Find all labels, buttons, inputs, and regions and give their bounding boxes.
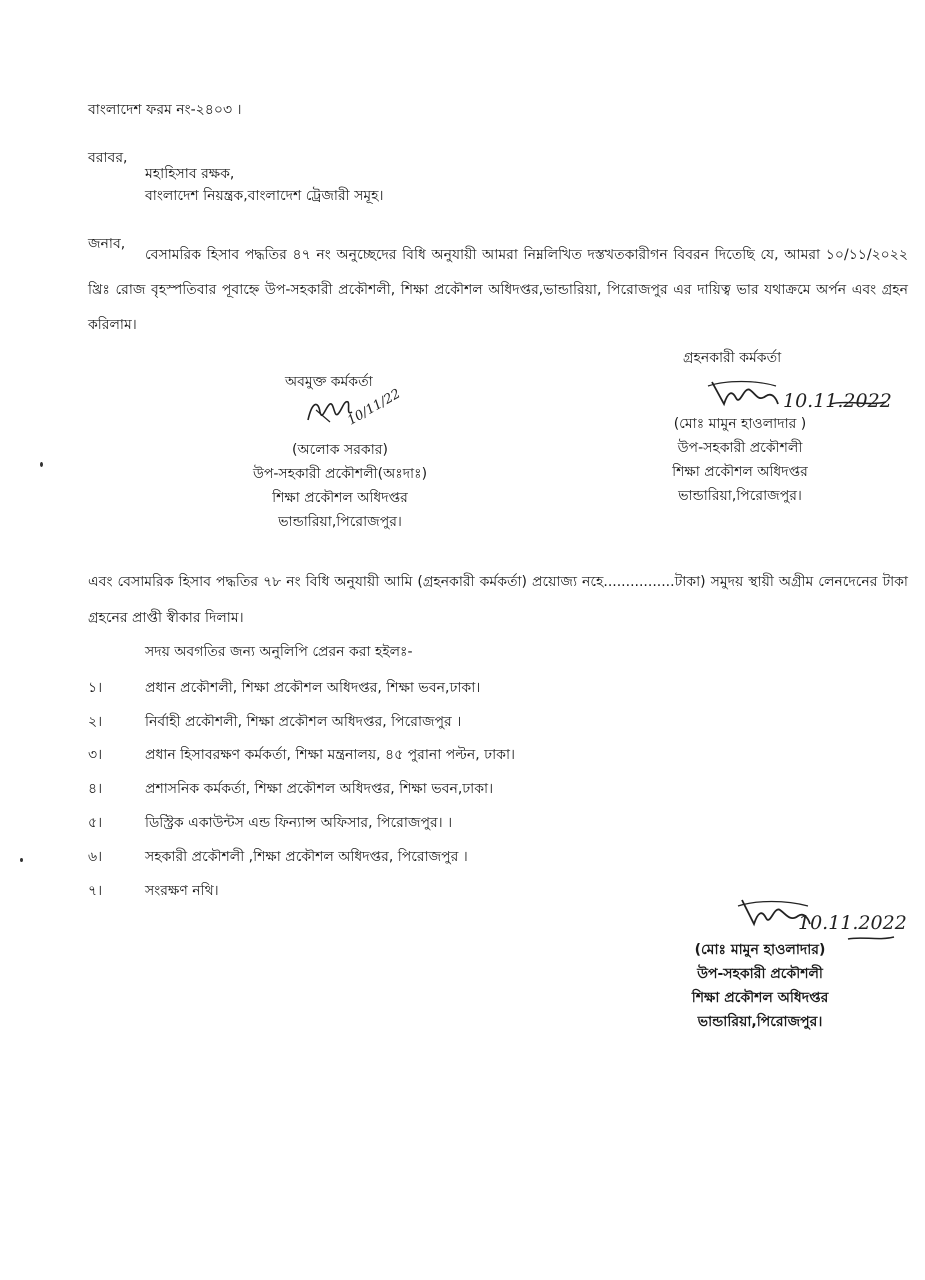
scan-speck bbox=[20, 858, 23, 862]
final-signatory-signature-date: 10.11.2022 bbox=[798, 912, 907, 934]
body-paragraph bbox=[88, 238, 908, 343]
greeting: জনাব, bbox=[88, 236, 126, 252]
receiving-officer-signature-date: 10.11.2022 bbox=[783, 390, 892, 412]
advance-paragraph: এবং বেসামরিক হিসাব পদ্ধতির ৭৮ নং বিধি অনুযায়ী আমি (গ্রহনকারী কর্মকর্তা) প্রয়োজ্য নহে................টাকা) সমুদয় স্থায়ী অগ্রীম লেনদেনের টাকা গ্রহনের প্রাপ্তী স্বীকার দিলাম। bbox=[88, 574, 908, 626]
receiving-officer-title: গ্রহনকারী কর্মকর্তা bbox=[683, 350, 782, 366]
relieved-officer-details bbox=[230, 438, 450, 534]
recipient-line-2: বাংলাদেশ নিয়ন্ত্রক,বাংলাদেশ ট্রেজারী সমূহ। bbox=[145, 188, 384, 204]
final-signatory-location: ভান্ডারিয়া,পিরোজপুর। bbox=[697, 1014, 823, 1030]
list-item: ডিস্ট্রিক একাউন্টস এন্ড ফিন্যান্স অফিসার, পিরোজপুর। । bbox=[145, 815, 453, 831]
receiving-officer-location: ভান্ডারিয়া,পিরোজপুর। bbox=[678, 488, 802, 504]
receiving-officer-date-underline bbox=[828, 398, 888, 410]
list-item: প্রধান হিসাবরক্ষণ কর্মকর্তা, শিক্ষা মন্ত্রনালয়, ৪৫ পুরানা পল্টন, ঢাকা। bbox=[145, 747, 516, 763]
final-signatory-name: (মোঃ মামুন হাওলাদার) bbox=[694, 942, 826, 958]
receiving-officer-designation: উপ-সহকারী প্রকৌশলী bbox=[677, 440, 803, 456]
list-item: সহকারী প্রকৌশলী ,শিক্ষা প্রকৌশল অধিদপ্তর, পিরোজপুর । bbox=[145, 849, 468, 865]
relieved-officer-name: (অলোক সরকার) bbox=[292, 442, 388, 458]
list-item-number: ১। bbox=[88, 680, 103, 696]
relieved-officer-signature-date: 10/11/22 bbox=[345, 386, 404, 429]
list-item-number: ২। bbox=[88, 714, 103, 730]
list-item-number: ৫। bbox=[88, 815, 103, 831]
copy-intro: সদয় অবগতির জন্য অনুলিপি প্রেরন করা হইলঃ- bbox=[145, 644, 413, 660]
body-paragraph-text: বেসামরিক হিসাব পদ্ধতির ৪৭ নং অনুচ্ছেদের বিধি অনুযায়ী আমরা নিম্নলিখিত দস্তখতকারীগন বিবরন দিতেছি যে, আমরা ১০/১১/২০২২ খ্রিঃ রোজ বৃহস্পতিবার পূবাহ্নে উপ-সহকারী প্রকৌশলী, শিক্ষা প্রকৌশল অধিদপ্তর,ভান্ডারিয়া, পিরোজপুর এর দায়িত্ব ভার যথাক্রমে অর্পন এবং গ্রহন করিলাম। bbox=[88, 247, 908, 333]
final-signatory-designation: উপ-সহকারী প্রকৌশলী bbox=[697, 966, 823, 982]
list-item-number: ৬। bbox=[88, 849, 103, 865]
final-signatory-department: শিক্ষা প্রকৌশল অধিদপ্তর bbox=[691, 990, 829, 1006]
recipient-salutation: বরাবর, bbox=[88, 150, 128, 166]
list-item: প্রশাসনিক কর্মকর্তা, শিক্ষা প্রকৌশল অধিদপ্তর, শিক্ষা ভবন,ঢাকা। bbox=[145, 781, 494, 797]
recipient-line-1: মহাহিসাব রক্ষক, bbox=[145, 166, 235, 182]
list-item-number: ৩। bbox=[88, 747, 103, 763]
final-signatory-details bbox=[660, 938, 860, 1034]
scan-speck bbox=[40, 462, 43, 467]
list-item: প্রধান প্রকৌশলী, শিক্ষা প্রকৌশল অধিদপ্তর, শিক্ষা ভবন,ঢাকা। bbox=[145, 680, 481, 696]
receiving-officer-name: (মোঃ মামুন হাওলাদার ) bbox=[673, 416, 807, 432]
list-item-number: ৪। bbox=[88, 781, 103, 797]
receiving-officer-department: শিক্ষা প্রকৌশল অধিদপ্তর bbox=[672, 464, 808, 480]
list-item-number: ৭। bbox=[88, 883, 103, 899]
form-number: বাংলাদেশ ফরম নং-২৪০৩ । bbox=[88, 102, 242, 118]
list-item: নির্বাহী প্রকৌশলী, শিক্ষা প্রকৌশল অধিদপ্তর, পিরোজপুর । bbox=[145, 714, 462, 730]
receiving-officer-details bbox=[640, 412, 840, 508]
relieved-officer-department: শিক্ষা প্রকৌশল অধিদপ্তর bbox=[272, 490, 408, 506]
relieved-officer-location: ভান্ডারিয়া,পিরোজপুর। bbox=[278, 514, 402, 530]
list-item: সংরক্ষণ নথি। bbox=[145, 883, 219, 899]
relieved-officer-title: অবমুক্ত কর্মকর্তা bbox=[285, 374, 373, 390]
relieved-officer-designation: উপ-সহকারী প্রকৌশলী(অঃদাঃ) bbox=[252, 466, 428, 482]
